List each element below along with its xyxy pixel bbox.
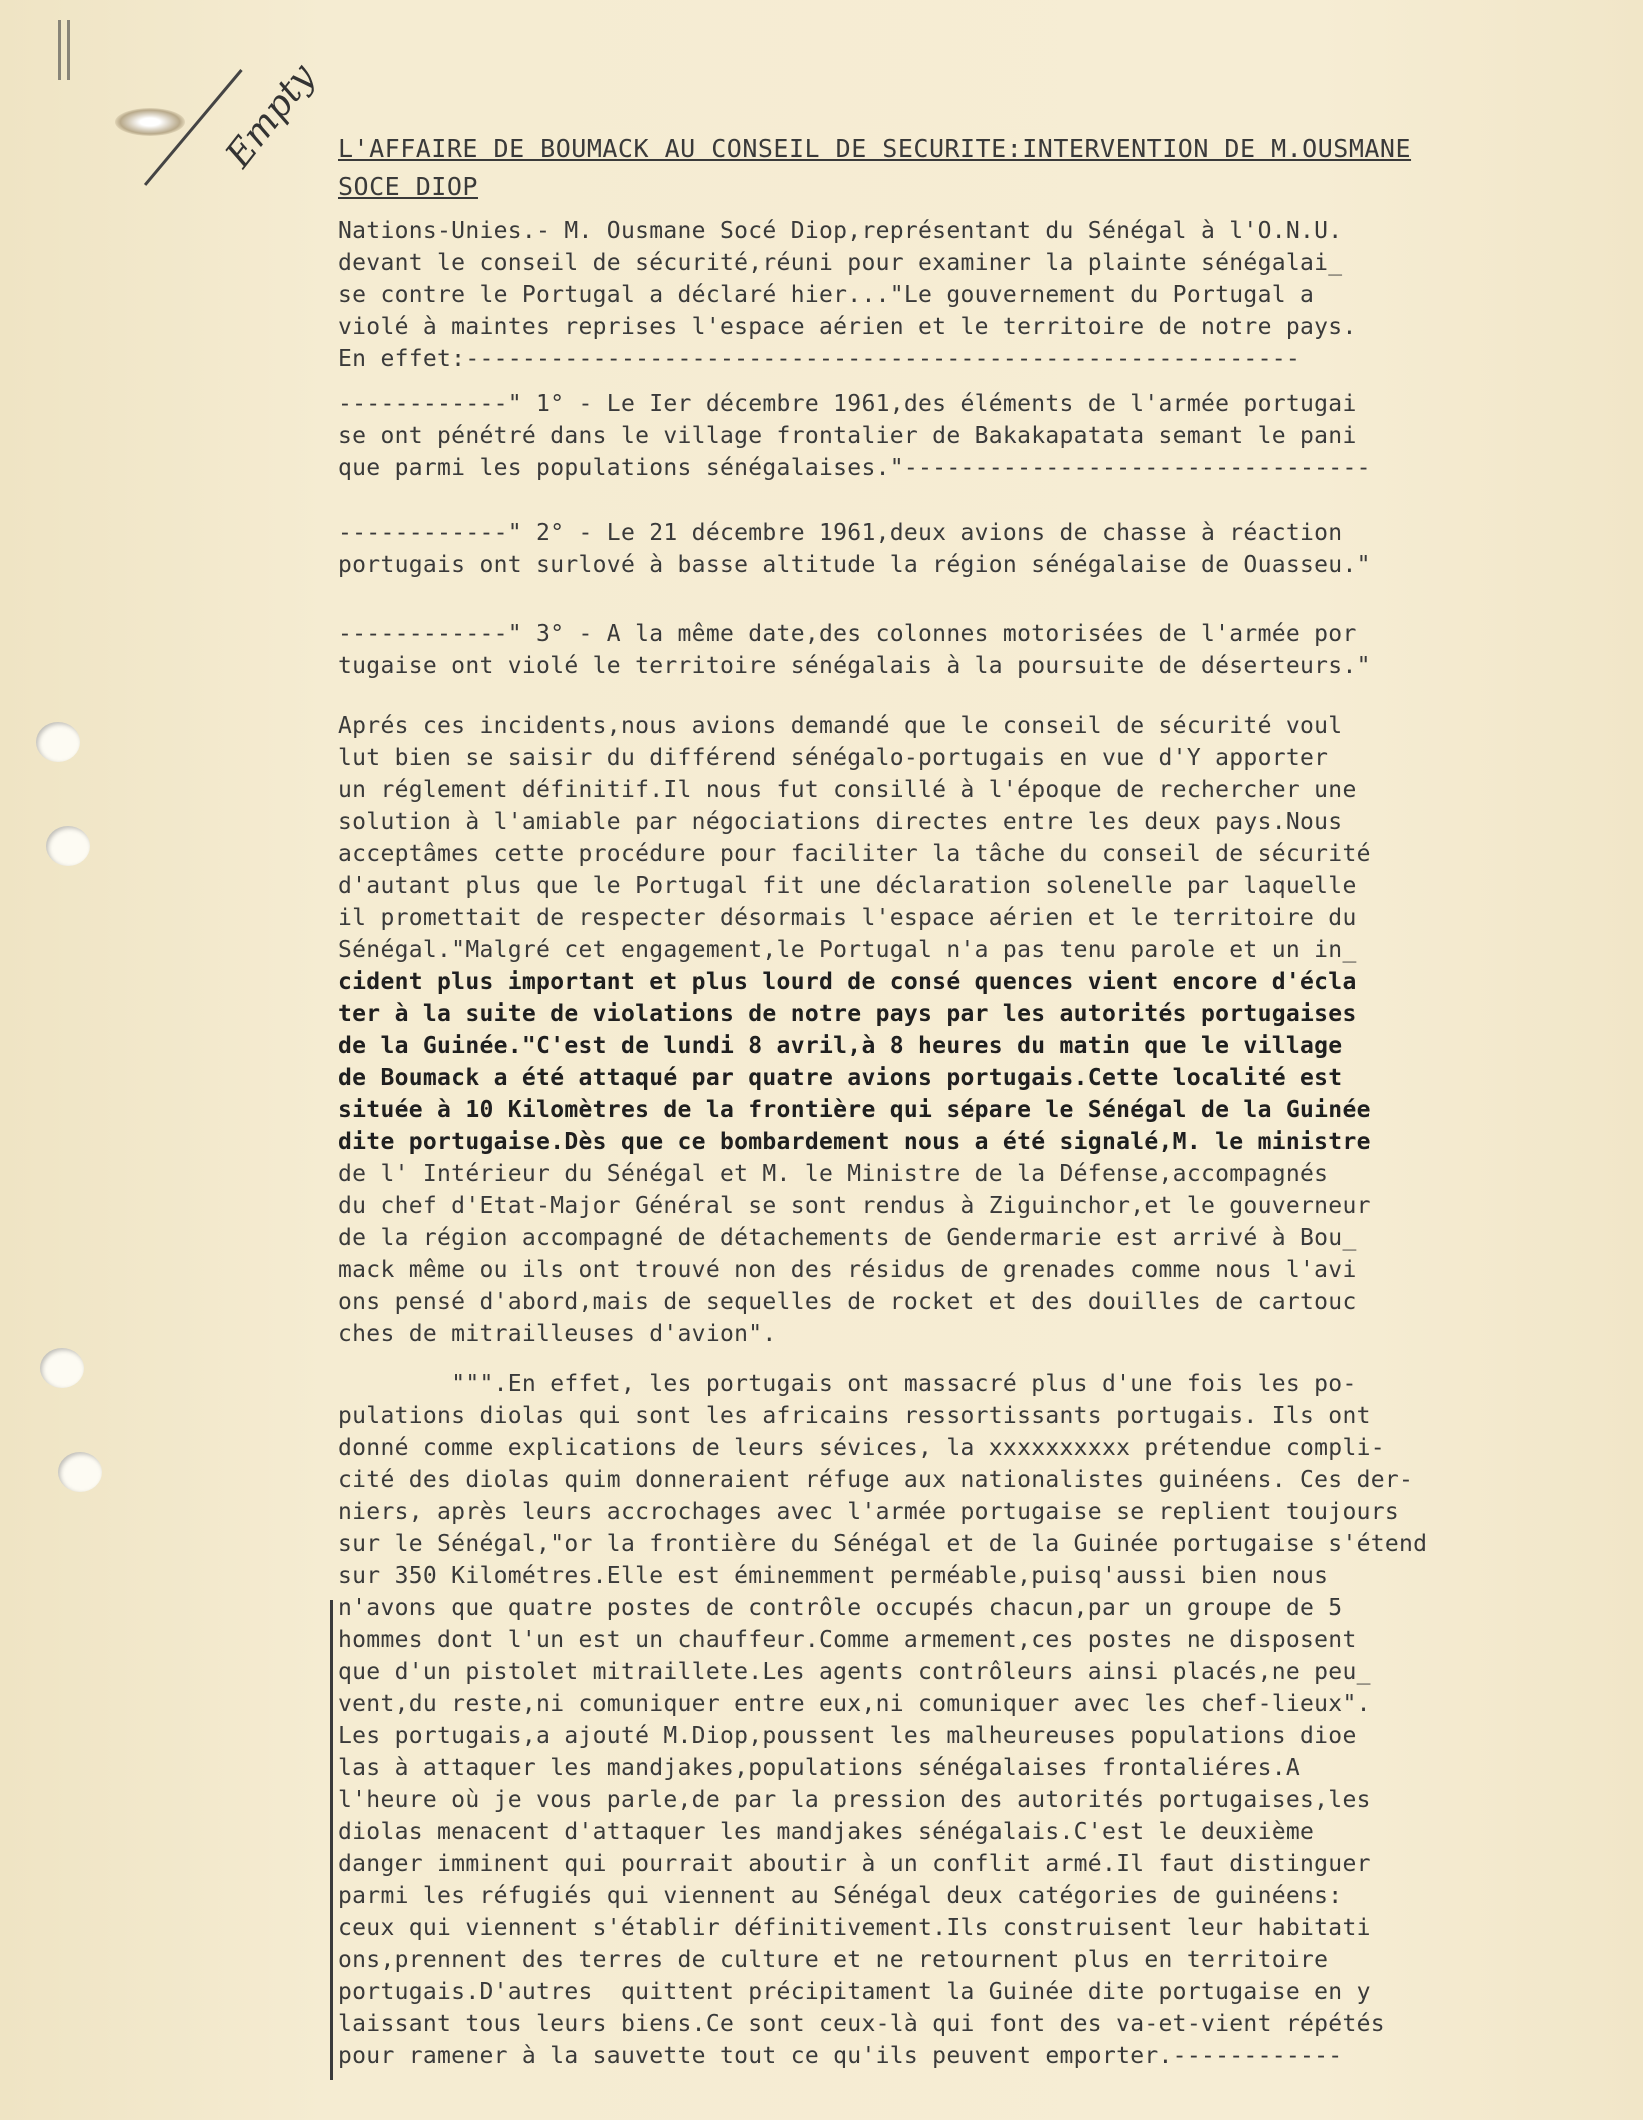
margin-mark xyxy=(58,20,70,80)
paragraph-incident-3: ------------" 3° - A la même date,des colonnes motorisées de l'armée por tugaise ont violé le territoire sénégalais à la poursuite de déserteurs." xyxy=(338,621,1371,679)
paragraph-main-c: de l' Intérieur du Sénégal et M. le Ministre de la Défense,accompagnés du chef d'Etat-Major Général se sont rendus à Ziguinchor,et le gouverneur de la région accompagné de détachements de Gendermarie est arrivé à Bou_ mack même ou ils ont trouvé non des résidus de grenades comme nous l'avi ons pensé d'abord,mais de sequelles de rocket et des douilles de cartouc ches de mitrailleuses d'avion". xyxy=(338,1161,1371,1347)
paragraph-incident-2: ------------" 2° - Le 21 décembre 1961,deux avions de chasse à réaction portugais ont surlové à basse altitude la région sénégalaise de Ouasseu." xyxy=(338,520,1371,578)
punch-hole xyxy=(58,1452,102,1492)
paragraph-main-b: cident plus important et plus lourd de consé quences vient encore d'écla ter à la suite de violations de notre pays par les autorités portugaises de la Guinée."C'est de lundi 8 avril,à 8 heures du matin que le village de Boumack a été attaqué par quatre avions portugais.Cette localité est située à 10 Kilomètres de la frontière qui sépare le Sénégal de la Guinée dite portugaise.Dès que ce bombardement nous a été signalé,M. le ministre xyxy=(338,969,1371,1155)
paragraph-massacres: """.En effet, les portugais ont massacré plus d'une fois les po- pulations diolas qui sont les africains ressortissants portugais. Ils ont donné comme explications de leurs sévices, la xxxxxxxxxx prétendue compli- cité des diolas quim donneraient réfuge aux nationalistes guinéens. Ces der- niers, après leurs accrochages avec l'armée portugaise se replient toujours sur le Sénégal,"or la frontière du Sénégal et de la Guinée portugaise s'étend sur 350 Kilométres.Elle est éminemment perméable,puisq'aussi bien nous n'avons que quatre postes de contrôle occupés chacun,par un groupe de 5 hommes dont l'un est un chauffeur.Comme armement,ces postes ne disposent que d'un pistolet mitraillete.Les agents contrôleurs ainsi placés,ne peu_ vent,du reste,ni comuniquer entre eux,ni comuniquer avec les chef-lieux". Les portugais,a ajouté M.Diop,poussent les malheureuses populations dioe las à attaquer les mandjakes,populations sénégalaises frontaliéres.A l'heure où je vous parle,de par la pression des autorités portugaises,les diolas menacent d'attaquer les mandjakes sénégalais.C'est le deuxième danger imminent qui pourrait aboutir à un conflit armé.Il faut distinguer parmi les réfugiés qui viennent au Sénégal deux catégories de guinéens: ceux qui viennent s'établir définitivement.Ils construisent leur habitati ons,prennent des terres de culture et ne retournent plus en territoire portugais.D'autres quittent précipitament la Guinée dite portugaise en y laissant tous leurs biens.Ce sont ceux-là qui font des va-et-vient répétés pour ramener à la sauvette tout ce qu'ils peuvent emporter.------------ xyxy=(338,1371,1428,2069)
handwritten-annotation: Empty xyxy=(218,56,324,176)
paragraph-incident-1: ------------" 1° - Le Ier décembre 1961,des éléments de l'armée portugai se ont pénétré dans le village frontalier de Bakakapatata semant le pani que parmi les populations sénégalaises."--------------------------------- xyxy=(338,391,1371,481)
paragraph-intro: Nations-Unies.- M. Ousmane Socé Diop,représentant du Sénégal à l'O.N.U. devant le conseil de sécurité,réuni pour examiner la plainte sénégalai_ se contre le Portugal a déclaré hier..."Le gouvernement du Portugal a violé à maintes reprises l'espace aérien et le territoire de notre pays. En effet:----------------------------------------------------------- xyxy=(338,218,1357,372)
punch-hole xyxy=(46,826,90,866)
paper-damage xyxy=(115,108,185,136)
margin-line xyxy=(330,1600,333,2080)
document-title: L'AFFAIRE DE BOUMACK AU CONSEIL DE SECURITE:INTERVENTION DE M.OUSMANE SOCE DIOP xyxy=(338,134,1412,201)
paragraph-main-a: Aprés ces incidents,nous avions demandé que le conseil de sécurité voul lut bien se saisir du différend sénégalo-portugais en vue d'Y apporter un réglement définitif.Il nous fut consillé à l'époque de rechercher une solution à l'amiable par négociations directes entre les deux pays.Nous acceptâmes cette procédure pour faciliter la tâche du conseil de sécurité d'autant plus que le Portugal fit une déclaration solenelle par laquelle il promettait de respecter désormais l'espace aérien et le territoire du Sénégal."Malgré cet engagement,le Portugal n'a pas tenu parole et un in_ xyxy=(338,713,1371,963)
punch-hole xyxy=(36,722,80,762)
punch-hole xyxy=(40,1348,84,1388)
